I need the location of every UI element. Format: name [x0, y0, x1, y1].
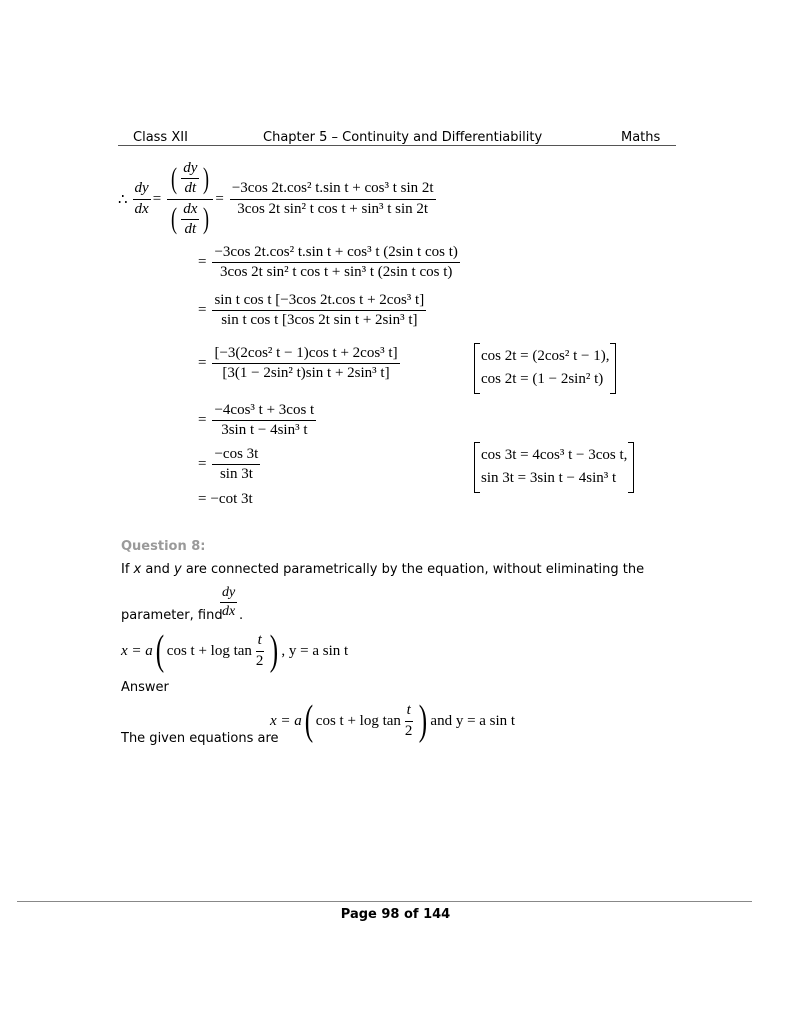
header-divider [118, 145, 676, 146]
question-label: Question 8: [121, 539, 206, 554]
derivation-result: = −cot 3t [198, 491, 253, 507]
derivation-step-2: = $\frac{\text{−3cos 2t.cos² t.sin t + cos³ t (2sin t cos t)}}{\text{3cos 2t sin² t cos t + sin³ t (2sin t cos t)}}$ [198, 244, 458, 281]
answer-given-text: The given equations are [121, 731, 279, 746]
find-period: . [239, 608, 244, 623]
header-class: Class XII [133, 130, 188, 145]
find-dy-dx: $\frac{dy}{dx}$ [222, 585, 236, 620]
footer-divider [17, 901, 752, 902]
parametric-ratio: ( $\frac{dy}{dt}$ ) ( $\frac{dx}{dt}$ ) [167, 160, 213, 238]
derivation-step-4: = $\frac{\text{[−3(2cos² t − 1)cos t + 2cos³ t]}}{\text{[3(1 − 2sin² t)sin t + 2sin³ t]}}$ [198, 345, 398, 382]
identity-note-triple-angle: cos 3t = 4cos³ t − 3cos t, sin 3t = 3sin t − 4sin³ t [474, 442, 634, 493]
derivation-step-3: = $\frac{\text{sin t cos t [−3cos 2t.cos t + 2cos³ t]}}{\text{sin t cos t [3cos 2t sin t + 2sin³ t]}}$ [198, 292, 425, 329]
question-text-line1: If x and y are connected parametrically by the equation, without eliminating the [121, 562, 645, 577]
step1-fraction: $\frac{\text{−3cos 2t.cos² t.sin t + cos³ t sin 2t}}{\text{3cos 2t sin² t cos t + sin³ t sin 2t}}$ [231, 180, 434, 217]
header-subject: Maths [621, 130, 661, 145]
therefore-symbol: ∴ [118, 191, 128, 208]
derivation-step-1: ∴ $\frac{dy}{dx}$ = ( $\frac{dy}{dt}$ ) ( $\frac{dx}{dt}$ ) = $\frac{\text{−3cos 2t.cos² t.sin t + cos³ t sin 2t}}{\text{3cos 2t sin² t cos t + sin³ t sin 2t}}$ [118, 160, 434, 237]
derivation-step-6: = $\frac{-\cos 3t}{\sin 3t}$ [198, 446, 259, 483]
derivation-step-5: = $\frac{\text{−4cos³ t + 3cos t}}{\text{3sin t − 4sin³ t}}$ [198, 402, 315, 439]
answer-equation: x = a ( cos t + log tan $\frac{t}{2}$ ) and y = a sin t [270, 698, 516, 744]
page-number: Page 98 of 144 [340, 907, 451, 922]
identity-note-cos2t: cos 2t = (2cos² t − 1), cos 2t = (1 − 2sin² t) [474, 343, 616, 394]
question-equation: x = a ( cos t + log tan $\frac{t}{2}$ ) , y = a sin t [121, 628, 349, 674]
answer-label: Answer [121, 680, 169, 695]
question-text-line2: parameter, find [121, 608, 223, 623]
dy-dx-fraction: $\frac{dy}{dx}$ [134, 180, 149, 217]
header-chapter: Chapter 5 – Continuity and Differentiability [263, 130, 543, 145]
